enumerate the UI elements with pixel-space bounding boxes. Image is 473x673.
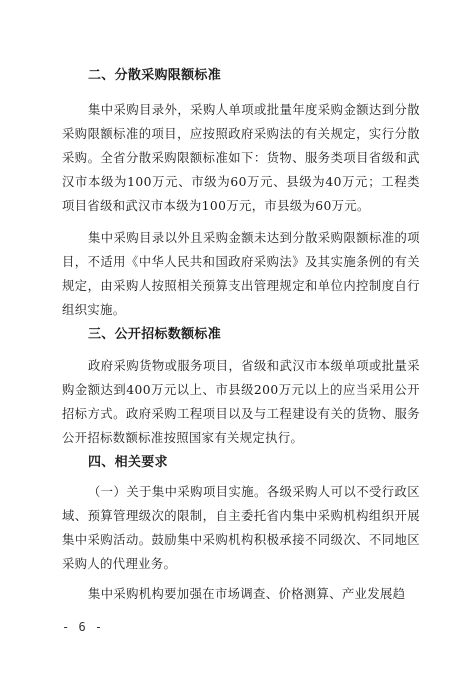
section-heading-public-tender: 三、公开招标数额标准 [88, 327, 222, 342]
paragraph-centralized-agency: 集中采购机构要加强在市场调查、价格测算、产业发展趋 [88, 587, 406, 601]
page-number: - 6 - [62, 620, 104, 634]
paragraph-centralized-project: （一）关于集中采购项目实施。各级采购人可以不受行政区域、预算管理级次的限制，自主委托省内集中采购机构组织开展集中采购活动。鼓励集中采购机构积极承接不同级次、不同地区采购人的代理业务。 [62, 485, 420, 571]
paragraph-dispersed-threshold: 集中采购目录外，采购人单项或批量年度采购金额达到分散采购限额标准的项目，应按照政府采购法的有关规定，实行分散采购。全省分散采购限额标准如下：货物、服务类项目省级和武汉市本级为100万元、市级为60万元、县级为40万元；工程类项目省级和武汉市本级为100万元，市县级为60万元。 [62, 103, 420, 213]
paragraph-below-threshold: 集中采购目录以外且采购金额未达到分散采购限额标准的项目，不适用《中华人民共和国政府采购法》及其实施条例的有关规定，由采购人按照相关预算支出管理规定和单位内控制度自行组织实施。 [62, 231, 420, 317]
section-heading-dispersed-procurement: 二、分散采购限额标准 [88, 68, 222, 83]
document-body [62, 66, 420, 606]
paragraph-public-tender-threshold: 政府采购货物或服务项目，省级和武汉市本级单项或批量采购金额达到400万元以上、市县级200万元以上的应当采用公开招标方式。政府采购工程项目以及与工程建设有关的货物、服务公开招标数额标准按照国家有关规定执行。 [62, 359, 420, 445]
section-heading-requirements: 四、相关要求 [88, 455, 168, 470]
